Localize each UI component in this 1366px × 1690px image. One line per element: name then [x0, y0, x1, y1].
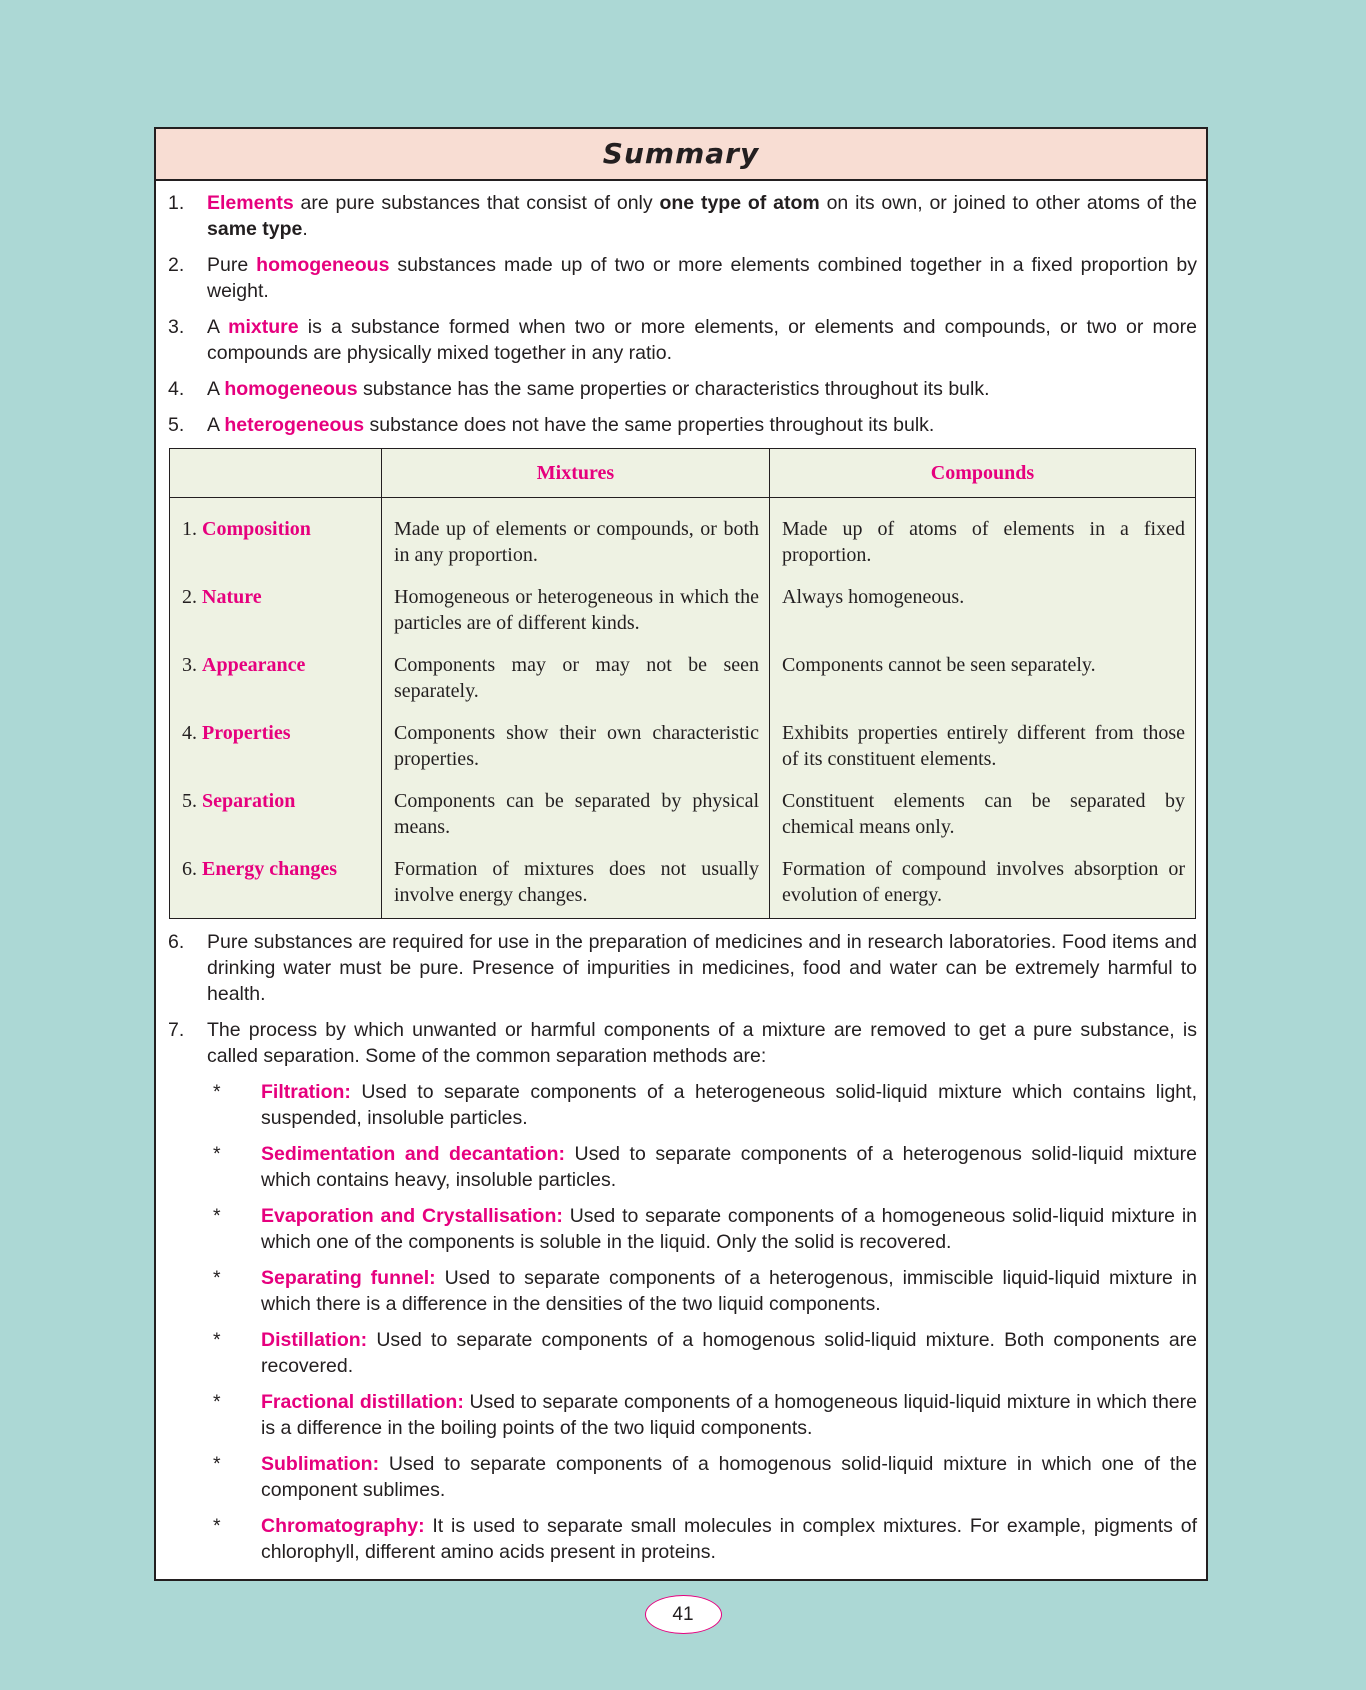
- page-footer: [0, 1581, 1366, 1674]
- row-label: Properties: [202, 722, 291, 744]
- bold-text: same type: [207, 218, 303, 240]
- method-description: Used to separate components of a homogeneous liquid-liquid mixture in which there is a difference in the boiling points of the two liquid components.: [261, 1391, 1197, 1439]
- method-description: It is used to separate small molecules in complex mixtures. For example, pigments of chlorophyll, different amino acids present in proteins.: [261, 1515, 1197, 1563]
- list-item: [168, 412, 1197, 438]
- method-item: [207, 1079, 1197, 1131]
- compounds-cell: Components cannot be seen separately.: [770, 642, 1196, 710]
- compounds-cell: Always homogeneous.: [770, 574, 1196, 642]
- method-text: [261, 1079, 1197, 1131]
- row-label-cell: [170, 846, 382, 919]
- method-description: Used to separate components of a heterogeneous solid-liquid mixture which contains light, suspended, insoluble particles.: [261, 1081, 1197, 1129]
- item-text: [207, 412, 1197, 438]
- method-name: Sedimentation and decantation:: [261, 1143, 565, 1165]
- text: Pure: [207, 254, 257, 276]
- row-label: Separation: [202, 790, 296, 812]
- item-number: 2.: [168, 254, 185, 276]
- item-number: 6.: [168, 931, 185, 953]
- method-item: [207, 1141, 1197, 1193]
- method-description: Used to separate components of a homogenous solid-liquid mixture in which one of the component sublimes.: [261, 1453, 1197, 1501]
- table-row: [170, 710, 1196, 778]
- table-row: [170, 498, 1196, 575]
- row-label: Appearance: [202, 654, 306, 676]
- summary-list: [168, 190, 1197, 438]
- text: substance has the same properties or characteristics throughout its bulk.: [357, 378, 990, 400]
- row-label: Composition: [202, 518, 311, 540]
- key-term: mixture: [228, 316, 299, 338]
- table-header-cell: Mixtures: [382, 449, 770, 498]
- bold-text: one type of atom: [659, 192, 820, 214]
- row-number: 5.: [182, 790, 197, 812]
- table-row: [170, 846, 1196, 919]
- row-label-cell: [170, 710, 382, 778]
- table-header-row: [170, 449, 1196, 498]
- text: substance does not have the same properties throughout its bulk.: [364, 414, 935, 436]
- method-text: [261, 1451, 1197, 1503]
- text: is a substance formed when two or more elements, or elements and compounds, or two or more compounds are physically mixed together in any ratio.: [207, 316, 1197, 364]
- key-term: heterogeneous: [224, 414, 365, 436]
- method-name: Fractional distillation:: [261, 1391, 464, 1413]
- method-description: Used to separate components of a homogenous solid-liquid mixture. Both components are recovered.: [261, 1329, 1197, 1377]
- list-item: [168, 376, 1197, 402]
- row-label-cell: [170, 642, 382, 710]
- text: A: [207, 316, 229, 338]
- bullet-icon: *: [213, 1391, 221, 1413]
- bullet-icon: *: [213, 1081, 221, 1103]
- summary-title: Summary: [156, 129, 1206, 181]
- bullet-icon: *: [213, 1143, 221, 1165]
- mixtures-cell: Components show their own characteristic properties.: [382, 710, 770, 778]
- method-name: Chromatography:: [261, 1515, 425, 1537]
- key-term: homogeneous: [224, 378, 358, 400]
- summary-list-continued: [168, 929, 1197, 1069]
- list-item: [168, 314, 1197, 366]
- method-item: [207, 1451, 1197, 1503]
- row-label: Nature: [202, 586, 262, 608]
- item-number: 3.: [168, 316, 185, 338]
- item-text: [207, 314, 1197, 366]
- text: A: [207, 414, 225, 436]
- method-name: Separating funnel:: [261, 1267, 436, 1289]
- method-item: [207, 1265, 1197, 1317]
- text: .: [302, 218, 308, 240]
- row-label-cell: [170, 574, 382, 642]
- method-description: Used to separate components of a heterogenous, immiscible liquid-liquid mixture in which there is a difference in the densities of the two liquid components.: [261, 1267, 1197, 1315]
- method-text: [261, 1327, 1197, 1379]
- item-number: 4.: [168, 378, 185, 400]
- compounds-cell: Formation of compound involves absorption or evolution of energy.: [770, 846, 1196, 919]
- list-item: [168, 1017, 1197, 1069]
- method-item: [207, 1513, 1197, 1565]
- mixtures-cell: Homogeneous or heterogeneous in which the particles are of different kinds.: [382, 574, 770, 642]
- item-text: [207, 190, 1197, 242]
- item-number: 1.: [168, 192, 185, 214]
- method-name: Evaporation and Crystallisation:: [261, 1205, 563, 1227]
- comparison-table: [169, 448, 1196, 919]
- row-number: 3.: [182, 654, 197, 676]
- item-text: [207, 252, 1197, 304]
- row-label-cell: [170, 778, 382, 846]
- mixtures-cell: Made up of elements or compounds, or both in any proportion.: [382, 498, 770, 575]
- item-number: 5.: [168, 414, 185, 436]
- item-text: The process by which unwanted or harmful components of a mixture are removed to get a pure substance, is called separation. Some of the common separation methods are:: [207, 1019, 1197, 1067]
- method-text: [261, 1265, 1197, 1317]
- separation-methods-list: [168, 1079, 1197, 1565]
- item-text: [207, 376, 1197, 402]
- text: are pure substances that consist of only: [293, 192, 660, 214]
- row-label-cell: [170, 498, 382, 575]
- method-name: Filtration:: [261, 1081, 351, 1103]
- compounds-cell: Constituent elements can be separated by chemical means only.: [770, 778, 1196, 846]
- list-item: [168, 252, 1197, 304]
- text: substances made up of two or more elements combined together in a fixed proportion by weight.: [207, 254, 1198, 302]
- method-name: Distillation:: [261, 1329, 368, 1351]
- mixtures-cell: Components may or may not be seen separately.: [382, 642, 770, 710]
- compounds-cell: Made up of atoms of elements in a fixed proportion.: [770, 498, 1196, 575]
- method-text: [261, 1513, 1197, 1565]
- row-number: 4.: [182, 722, 197, 744]
- bullet-icon: *: [213, 1515, 221, 1537]
- row-label: Energy changes: [202, 858, 337, 880]
- table-row: [170, 574, 1196, 642]
- table-row: [170, 642, 1196, 710]
- key-term: homogeneous: [256, 254, 390, 276]
- text: on its own, or joined to other atoms of the: [819, 192, 1197, 214]
- row-number: 1.: [182, 518, 197, 540]
- text: A: [207, 378, 225, 400]
- bullet-icon: *: [213, 1453, 221, 1475]
- method-item: [207, 1389, 1197, 1441]
- bullet-icon: *: [213, 1267, 221, 1289]
- mixtures-cell: Components can be separated by physical means.: [382, 778, 770, 846]
- row-number: 2.: [182, 586, 197, 608]
- bullet-icon: *: [213, 1329, 221, 1351]
- row-number: 6.: [182, 858, 197, 880]
- list-item: [168, 190, 1197, 242]
- summary-content: [156, 181, 1206, 1565]
- method-name: Sublimation:: [261, 1453, 380, 1475]
- method-description: Used to separate components of a homogeneous solid-liquid mixture in which one of the components is soluble in the liquid. Only the solid is recovered.: [261, 1205, 1197, 1253]
- page-number: 41: [645, 1595, 722, 1634]
- method-item: [207, 1327, 1197, 1379]
- compounds-cell: Exhibits properties entirely different from those of its constituent elements.: [770, 710, 1196, 778]
- method-text: [261, 1203, 1197, 1255]
- mixtures-cell: Formation of mixtures does not usually involve energy changes.: [382, 846, 770, 919]
- item-text: Pure substances are required for use in the preparation of medicines and in research laboratories. Food items and drinking water must be pure. Presence of impurities in medicines, food and water can be extremely harmful to health.: [207, 931, 1197, 1005]
- bullet-icon: *: [213, 1205, 221, 1227]
- table-header-cell: [170, 449, 382, 498]
- key-term: Elements: [207, 192, 294, 214]
- method-text: [261, 1389, 1197, 1441]
- method-item: [207, 1203, 1197, 1255]
- table-row: [170, 778, 1196, 846]
- list-item: [168, 929, 1197, 1007]
- summary-box: [154, 127, 1208, 1581]
- method-text: [261, 1141, 1197, 1193]
- item-number: 7.: [168, 1019, 185, 1041]
- method-description: Used to separate components of a heterogenous solid-liquid mixture which contains heavy, insoluble particles.: [261, 1143, 1197, 1191]
- table-header-cell: Compounds: [770, 449, 1196, 498]
